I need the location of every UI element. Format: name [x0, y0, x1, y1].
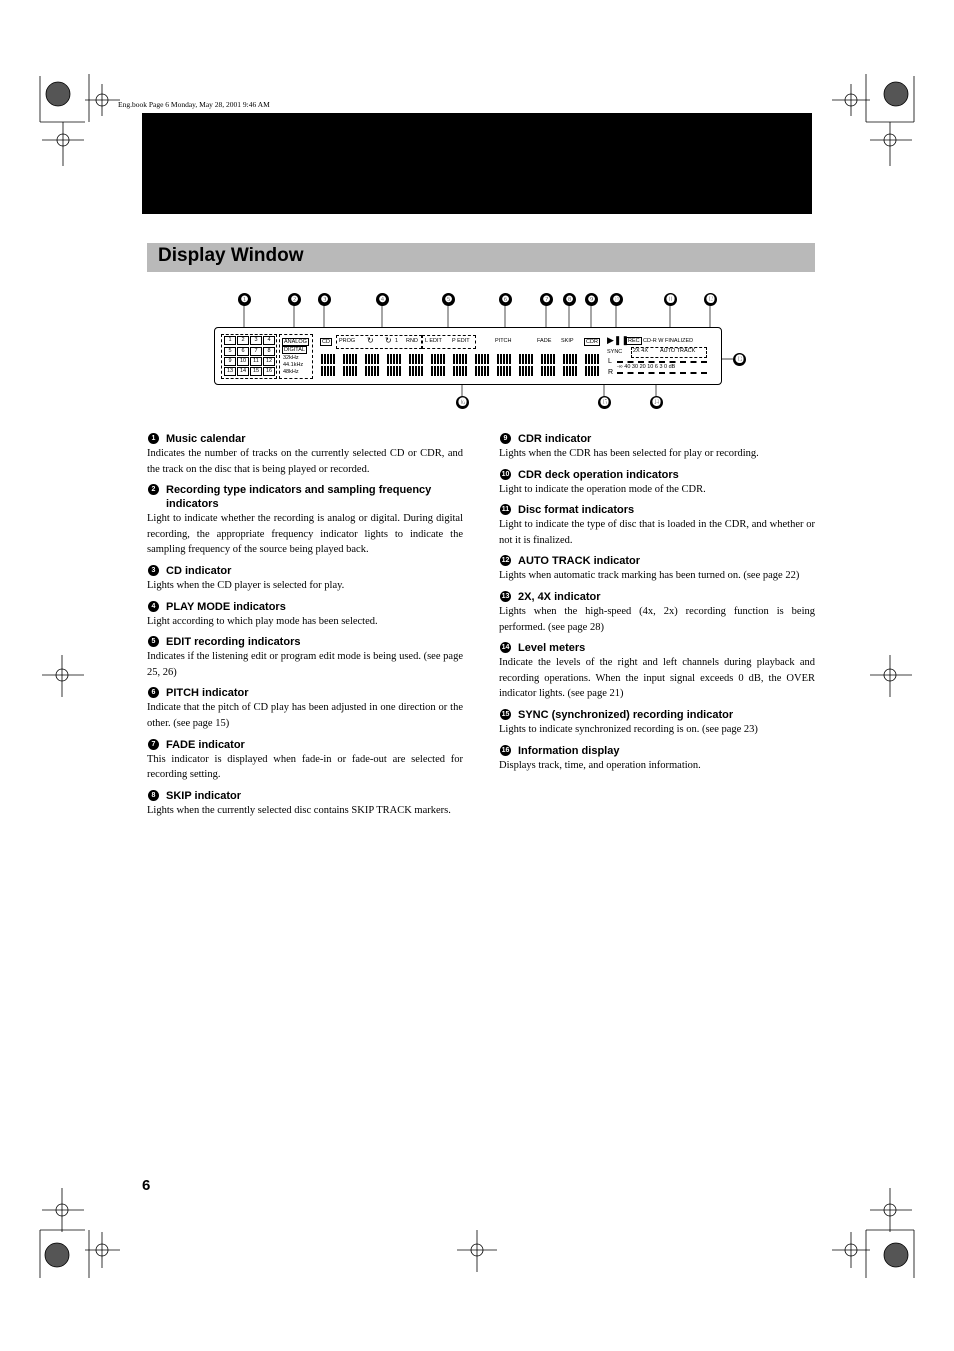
- item-number: 5: [148, 636, 159, 647]
- lcd-panel: [214, 327, 722, 385]
- meter-scale: -∞ 40 30 20 10 6 3 0 dB: [617, 364, 676, 370]
- desc-item: [147, 432, 463, 477]
- calendar-cell: 5: [224, 347, 236, 356]
- callout-15: ⓯: [598, 396, 611, 409]
- right-column: [499, 432, 815, 779]
- item-title: CD indicator: [166, 564, 232, 577]
- callout-14: ⓮: [650, 396, 663, 409]
- calendar-cell: 12: [263, 357, 275, 366]
- info-segment: [431, 354, 445, 376]
- repeat-icon: ↻: [367, 336, 374, 345]
- desc-item: [147, 635, 463, 680]
- desc-item: [499, 744, 815, 774]
- item-number: 11: [501, 506, 510, 514]
- desc-item: [499, 503, 815, 548]
- item-title: 2X, 4X indicator: [518, 590, 601, 603]
- print-header-meta: Eng.book Page 6 Monday, May 28, 2001 9:46 AM: [118, 100, 270, 109]
- rnd-indicator: RND: [406, 338, 418, 344]
- item-body: Light according to which play mode has been selected.: [147, 615, 378, 627]
- calendar-cell: 6: [237, 347, 249, 356]
- speed-indicator: 2X 4X: [633, 348, 648, 354]
- info-segment: [475, 354, 489, 376]
- info-segment: [497, 354, 511, 376]
- callout-6: ❻: [499, 293, 512, 306]
- desc-item: [499, 468, 815, 498]
- info-segment: [585, 354, 599, 376]
- freq-44: 44.1kHz: [283, 362, 304, 368]
- callout-11: ⓫: [664, 293, 677, 306]
- item-title: PITCH indicator: [166, 687, 249, 700]
- repeat-one-icon: ↻: [385, 336, 392, 345]
- desc-item: [499, 641, 815, 702]
- item-body: Lights when the CD player is selected for play.: [147, 579, 345, 591]
- callout-5: ❺: [442, 293, 455, 306]
- item-number: 3: [148, 565, 159, 576]
- item-body: Light to indicate whether the recording is analog or digital. During digital recording, the appropriate frequency indicator lights to indicate the sampling frequency of the source being played back.: [147, 513, 463, 556]
- pitch-indicator: PITCH: [495, 338, 512, 344]
- cd-indicator: CD: [322, 339, 330, 345]
- calendar-cell: 13: [224, 367, 236, 376]
- callout-8: ❽: [563, 293, 576, 306]
- info-segment: [409, 354, 423, 376]
- desc-item: [499, 554, 815, 584]
- channel-r: R: [608, 369, 614, 376]
- callout-9: ❾: [585, 293, 598, 306]
- item-title: SKIP indicator: [166, 789, 241, 802]
- channel-l: L: [608, 358, 612, 365]
- item-body: Light to indicate the type of disc that is loaded in the CDR, and whether or not it is finalized.: [499, 519, 815, 546]
- calendar-cell: 2: [237, 336, 249, 345]
- item-number: 16: [501, 746, 510, 754]
- item-body: Lights to indicate synchronized recording is on. (see page 23): [499, 723, 758, 735]
- item-title: EDIT recording indicators: [166, 636, 301, 649]
- item-body: Lights when automatic track marking has been turned on. (see page 22): [499, 570, 800, 582]
- item-number: 1: [148, 433, 159, 444]
- callout-10: ❿: [610, 293, 623, 306]
- desc-item: [499, 590, 815, 635]
- desc-item: [147, 600, 463, 630]
- item-body: Indicates if the listening edit or program edit mode is being used. (see page 25, 26): [147, 651, 463, 678]
- item-body: Indicate the levels of the right and left channels during playback and recording operations. When the input signal exceeds 0 dB, the OVER indicator lights. (see page 21): [499, 657, 815, 700]
- freq-32: 32kHz: [283, 355, 299, 361]
- item-body: Indicates the number of tracks on the currently selected CD or CDR, and the track on the disc that is being played or recorded.: [147, 448, 463, 475]
- calendar-cell: 10: [237, 357, 249, 366]
- calendar-cell: 4: [263, 336, 275, 345]
- info-segment: [321, 354, 335, 376]
- freq-48: 48kHz: [283, 369, 299, 375]
- info-segment: [563, 354, 577, 376]
- item-title: AUTO TRACK indicator: [518, 555, 641, 568]
- item-title: Level meters: [518, 642, 586, 655]
- rec-indicator: REC: [628, 338, 640, 344]
- desc-item: [147, 789, 463, 819]
- item-body: Light to indicate the operation mode of the CDR.: [499, 483, 706, 495]
- info-segment: [365, 354, 379, 376]
- callout-1: ❶: [238, 293, 251, 306]
- callout-4: ❹: [376, 293, 389, 306]
- item-number: 14: [501, 644, 510, 652]
- calendar-cell: 15: [250, 367, 262, 376]
- item-title: CDR deck operation indicators: [518, 468, 679, 481]
- skip-indicator: SKIP: [561, 338, 574, 344]
- section-title: Display Window: [158, 245, 304, 266]
- item-title: Information display: [518, 744, 620, 757]
- p-edit-indicator: P EDIT: [452, 338, 470, 344]
- item-number: 12: [501, 557, 510, 565]
- callout-3: ❸: [318, 293, 331, 306]
- desc-item: [147, 738, 463, 783]
- page-number: 6: [142, 1177, 151, 1194]
- desc-item: [499, 432, 815, 462]
- info-segment: [519, 354, 533, 376]
- callout-2: ❷: [288, 293, 301, 306]
- item-number: 4: [148, 601, 159, 612]
- desc-item: [147, 564, 463, 594]
- item-title: SYNC (synchronized) recording indicator: [518, 708, 734, 721]
- calendar-cell: 9: [224, 357, 236, 366]
- item-number: 10: [501, 470, 510, 478]
- calendar-cell: 8: [263, 347, 275, 356]
- item-title: CDR indicator: [518, 433, 592, 445]
- info-segment: [541, 354, 555, 376]
- item-title: Recording type indicators and sampling frequency indicators: [166, 484, 432, 511]
- info-segment: [453, 354, 467, 376]
- l-edit-indicator: L EDIT: [425, 338, 442, 344]
- disc-format-indicator: CD-R W FINALIZED: [643, 338, 694, 344]
- item-body: Lights when the currently selected disc contains SKIP TRACK markers.: [147, 804, 451, 816]
- item-title: Disc format indicators: [518, 504, 635, 517]
- item-number: 6: [148, 687, 159, 698]
- desc-item: [147, 686, 463, 731]
- info-segment: [343, 354, 357, 376]
- info-segment: [387, 354, 401, 376]
- item-body: Displays track, time, and operation information.: [499, 759, 701, 771]
- level-meter-r: [617, 372, 707, 374]
- calendar-cell: 3: [250, 336, 262, 345]
- item-body: This indicator is displayed when fade-in or fade-out are selected for recording setting.: [147, 753, 463, 781]
- repeat-one-indicator: 1: [395, 338, 399, 344]
- desc-item: [499, 708, 815, 738]
- prog-indicator: PROG: [339, 338, 356, 344]
- callout-13: ⓭: [733, 353, 746, 366]
- calendar-cell: 16: [263, 367, 275, 376]
- digital-indicator: DIGITAL: [284, 347, 305, 353]
- auto-track-indicator: AUTO TRACK: [660, 348, 696, 354]
- item-number: 13: [501, 592, 510, 600]
- level-meter-l: [617, 361, 707, 363]
- sync-indicator: SYNC: [607, 349, 623, 355]
- item-number: 15: [501, 710, 510, 718]
- calendar-cell: 11: [250, 357, 262, 366]
- item-body: Lights when the high-speed (4x, 2x) recording function is being performed. (see page 28): [499, 605, 815, 633]
- item-number: 7: [148, 739, 159, 750]
- callout-16: ⓰: [456, 396, 469, 409]
- item-body: Indicate that the pitch of CD play has been adjusted in one direction or the other. (see page 15): [147, 702, 463, 729]
- item-body: Lights when the CDR has been selected for play or recording.: [499, 448, 759, 459]
- play-pause-icon: ▶❚❚: [607, 335, 630, 345]
- desc-item: [147, 483, 463, 558]
- item-number: 2: [148, 484, 159, 495]
- callout-7: ❼: [540, 293, 553, 306]
- item-title: PLAY MODE indicators: [166, 600, 286, 613]
- left-column: [147, 432, 463, 824]
- fade-indicator: FADE: [537, 338, 552, 344]
- item-number: 8: [148, 790, 159, 801]
- item-number: 9: [500, 433, 511, 444]
- calendar-cell: 14: [237, 367, 249, 376]
- callout-12: ⓬: [704, 293, 717, 306]
- cdr-indicator: CDR: [586, 339, 598, 345]
- analog-indicator: ANALOG: [284, 339, 307, 345]
- item-title: FADE indicator: [166, 738, 245, 751]
- calendar-cell: 7: [250, 347, 262, 356]
- item-title: Music calendar: [166, 433, 246, 445]
- calendar-cell: 1: [224, 336, 236, 345]
